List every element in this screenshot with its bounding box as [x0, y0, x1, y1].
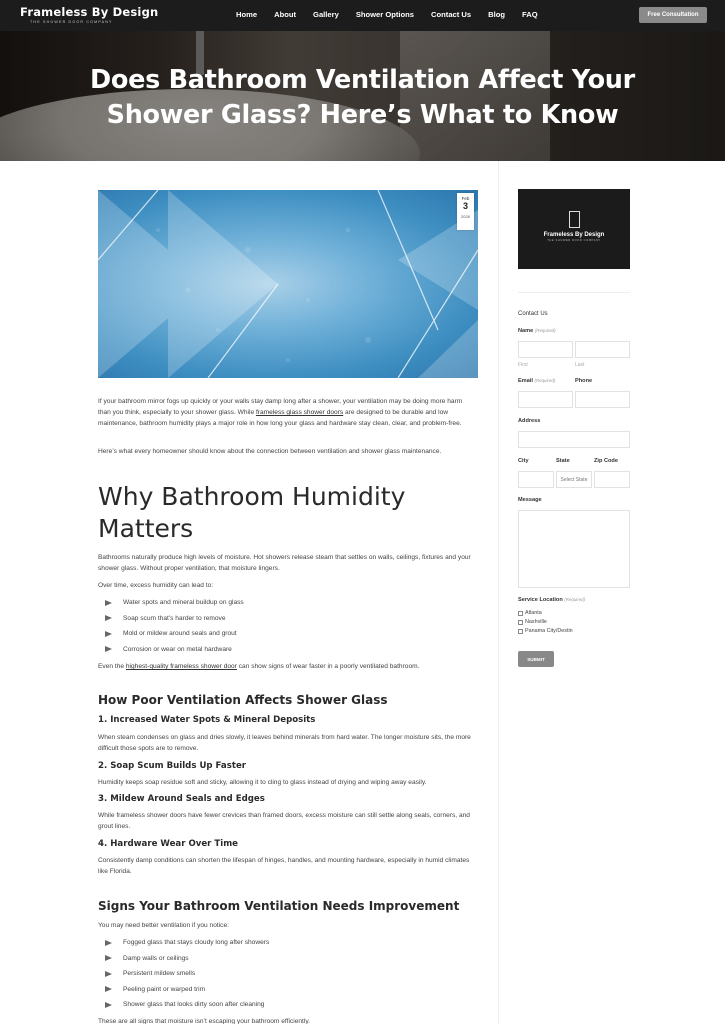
list-item [105, 611, 244, 627]
logo-title: Frameless By Design [20, 5, 159, 19]
first-sublabel: First [518, 362, 528, 368]
soap-scum-paragraph: Humidity keeps soap residue soft and sticky, allowing it to cling to glass instead of drying and wiping away easily. [98, 779, 427, 786]
arrow-bullet-icon [105, 971, 112, 977]
contact-form-title: Contact Us [518, 311, 548, 317]
site-logo[interactable] [20, 5, 158, 24]
list-item [105, 935, 269, 951]
intro-text: If your bathroom mirror fogs up quickly or your walls stay damp long after a shower, your ventilation may be doing more harm than you think, especially to your shower glass. While [98, 398, 463, 416]
arrow-bullet-icon [105, 615, 112, 621]
address-label: Address [518, 418, 541, 424]
humidity-paragraph-1: Bathrooms naturally produce high levels of moisture. Hot showers release steam that settles on walls, ceilings, fixtures and your shower glass. Without proper ventilation, that moisture lingers. [98, 554, 471, 572]
label-text: Email [518, 378, 533, 384]
post-date-day: 3 [462, 201, 468, 211]
required-marker: (Required) [564, 597, 586, 602]
humidity-paragraph-3 [98, 661, 476, 672]
nav-faq[interactable]: FAQ [522, 10, 538, 19]
list-item [105, 626, 244, 642]
list-item-text: Soap scum that’s harder to remove [123, 614, 226, 622]
option-label: Atlanta [525, 610, 542, 616]
label-text: Service Location [518, 597, 563, 603]
phone-input[interactable] [575, 391, 630, 408]
message-textarea[interactable] [518, 510, 630, 588]
name-label [518, 328, 556, 334]
nav-shower-options[interactable]: Shower Options [355, 10, 415, 19]
list-item-text: Peeling paint or warped trim [123, 985, 206, 993]
arrow-bullet-icon [105, 600, 112, 606]
section-heading-line-2: Matters [98, 514, 194, 543]
page-title [0, 63, 725, 133]
water-spots-paragraph: When steam condenses on glass and dries slowly, it leaves behind minerals from hard water. The longer moisture sits, the more difficult those spots are to remove. [98, 734, 471, 752]
first-name-input[interactable] [518, 341, 573, 358]
location-option-atlanta[interactable] [518, 610, 542, 616]
location-option-nashville[interactable] [518, 619, 547, 625]
humidity-effects-list [105, 595, 244, 657]
arrow-bullet-icon [105, 955, 112, 961]
signs-paragraph-1: You may need better ventilation if you notice: [98, 922, 229, 929]
sidebar-logo-title: Frameless By Design [543, 232, 605, 238]
list-item-text: Persistent mildew smells [123, 970, 196, 978]
list-item-text: Mold or mildew around seals and grout [123, 630, 237, 638]
intro-paragraph-2: Here’s what every homeowner should know about the connection between ventilation and shower glass maintenance. [98, 448, 442, 455]
intro-paragraph-1 [98, 396, 476, 429]
nav-about[interactable]: About [274, 10, 297, 19]
service-location-label [518, 597, 585, 603]
nav-home[interactable]: Home [236, 10, 258, 19]
option-label: Panama City/Destin [525, 628, 573, 634]
zip-code-label: Zip Code [594, 458, 618, 464]
shower-door-icon [569, 211, 580, 228]
city-input[interactable] [518, 471, 554, 488]
main-menu [236, 10, 555, 19]
list-item [105, 642, 244, 658]
city-label: City [518, 458, 529, 464]
post-date-badge [457, 193, 474, 230]
post-date-month: Feb [461, 196, 470, 201]
address-input[interactable] [518, 431, 630, 448]
subheading-water-spots: 1. Increased Water Spots & Mineral Deposits [98, 715, 316, 725]
intro-text-end: are designed to be durable and low maintenance, bathroom humidity plays a major role in how long your glass and hardware stay clean, clear, and problem-free. [98, 409, 462, 427]
list-item [105, 997, 269, 1013]
nav-contact-us[interactable]: Contact Us [431, 10, 472, 19]
arrow-bullet-icon [105, 631, 112, 637]
list-item-text: Corrosion or wear on metal hardware [123, 645, 232, 653]
hero-banner [0, 31, 725, 161]
highest-quality-shower-door-link[interactable]: highest-quality frameless shower door [125, 663, 237, 670]
email-input[interactable] [518, 391, 573, 408]
subheading-hardware-wear: 4. Hardware Wear Over Time [98, 839, 239, 849]
nav-gallery[interactable]: Gallery [313, 10, 339, 19]
last-name-input[interactable] [575, 341, 630, 358]
zip-code-input[interactable] [594, 471, 630, 488]
section-heading-signs: Signs Your Bathroom Ventilation Needs Improvement [98, 899, 460, 913]
required-marker: (Required) [534, 328, 556, 333]
signs-paragraph-2: These are all signs that moisture isn’t escaping your bathroom efficiently. [98, 1018, 310, 1024]
sidebar-logo-subtitle: THE SHOWER DOOR COMPANY [547, 239, 601, 242]
hardware-wear-paragraph: Consistently damp conditions can shorten the lifespan of hinges, handles, and mounting hardware, especially in humid climates like Florida. [98, 857, 470, 875]
list-item [105, 951, 269, 967]
featured-image [98, 190, 478, 378]
free-consultation-button[interactable]: Free Consultation [639, 7, 707, 23]
featured-image-graphic [98, 190, 478, 378]
arrow-bullet-icon [105, 646, 112, 652]
subheading-soap-scum: 2. Soap Scum Builds Up Faster [98, 761, 247, 771]
phone-label: Phone [575, 378, 593, 384]
checkbox-icon[interactable] [518, 611, 523, 616]
page-title-line-1: Does Bathroom Ventilation Affect Your [90, 65, 635, 95]
list-item [105, 595, 244, 611]
arrow-bullet-icon [105, 1002, 112, 1008]
submit-button[interactable]: SUBMIT [518, 651, 554, 667]
frameless-glass-shower-doors-link[interactable]: frameless glass shower doors [255, 409, 344, 416]
sidebar-separator [518, 292, 630, 293]
last-sublabel: Last [575, 362, 585, 368]
list-item [105, 966, 269, 982]
section-heading-humidity [98, 481, 405, 545]
required-marker: (Required) [534, 378, 556, 383]
list-item-text: Damp walls or ceilings [123, 954, 189, 962]
paragraph-text: Even the [98, 663, 126, 670]
logo-subtitle: THE SHOWER DOOR COMPANY [30, 20, 113, 24]
paragraph-text-end: can show signs of wear faster in a poorly ventilated bathroom. [236, 663, 420, 670]
humidity-paragraph-2: Over time, excess humidity can lead to: [98, 582, 214, 589]
article [98, 190, 478, 378]
state-select[interactable]: Select State [556, 471, 592, 488]
checkbox-icon[interactable] [518, 620, 523, 625]
message-label: Message [518, 497, 542, 503]
list-item-text: Shower glass that looks dirty soon after cleaning [123, 1001, 265, 1009]
page-title-line-2: Shower Glass? Here’s What to Know [106, 100, 619, 130]
state-label: State [556, 458, 570, 464]
list-item-text: Fogged glass that stays cloudy long after showers [123, 939, 270, 947]
nav-blog[interactable]: Blog [488, 10, 506, 19]
checkbox-icon[interactable] [518, 629, 523, 634]
arrow-bullet-icon [105, 940, 112, 946]
subheading-mildew: 3. Mildew Around Seals and Edges [98, 794, 265, 804]
section-heading-poor-ventilation: How Poor Ventilation Affects Shower Glass [98, 693, 388, 707]
mildew-paragraph: While frameless shower doors have fewer crevices than framed doors, excess moisture can still settle along seals, corners, and grout lines. [98, 812, 470, 830]
post-date-year: 2026 [461, 214, 470, 219]
arrow-bullet-icon [105, 986, 112, 992]
sidebar-divider [498, 161, 499, 1024]
label-text: Name [518, 328, 534, 334]
location-option-panama-city-destin[interactable] [518, 628, 573, 634]
list-item-text: Water spots and mineral buildup on glass [123, 599, 244, 607]
top-navigation [0, 0, 725, 31]
option-label: Nashville [525, 619, 547, 625]
section-heading-line-1: Why Bathroom Humidity [98, 482, 406, 511]
signs-list [105, 935, 269, 1013]
email-label [518, 378, 555, 384]
sidebar-logo-widget [518, 189, 630, 269]
list-item [105, 982, 269, 998]
